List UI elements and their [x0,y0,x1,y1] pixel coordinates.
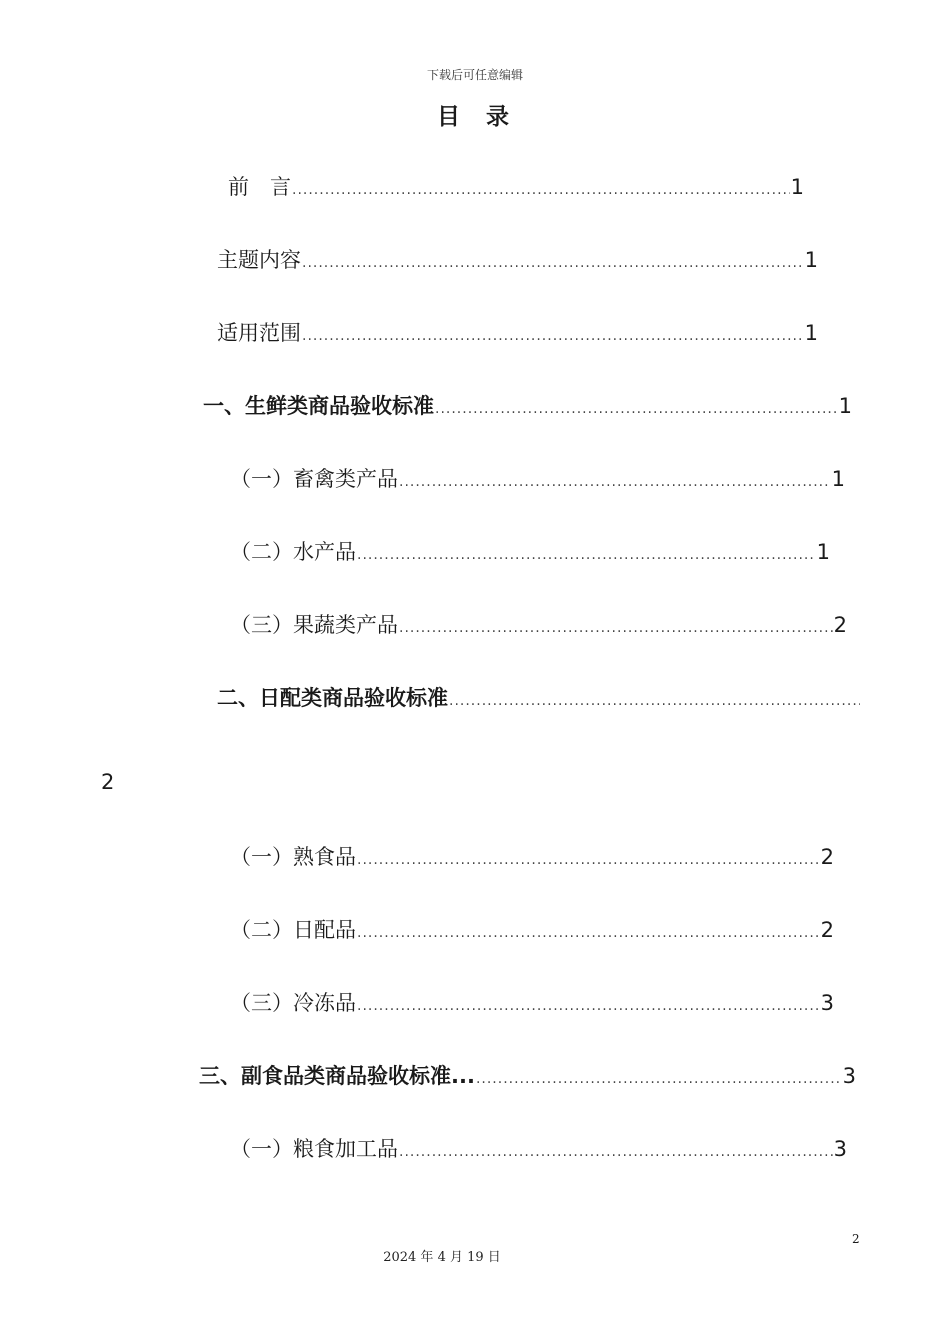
toc-entry-label: （二）水产品 [230,540,356,564]
toc-title [0,98,950,131]
toc-entry-label: 三、副食品类商品验收标准... [199,1064,475,1088]
toc-entry-scope[interactable] [217,317,818,349]
toc-title-part1: 目 [437,104,464,130]
toc-leader [292,182,790,198]
toc-entry-label: （一）粮食加工品 [230,1137,398,1161]
toc-title-part2: 录 [486,104,513,130]
toc-entry-page-wrapped: 2 [101,770,115,794]
toc-entry-label: （二）日配品 [230,918,356,942]
toc-entry-subject[interactable] [217,244,818,276]
toc-entry-page: 2 [820,845,834,869]
toc-entry-page: 3 [820,991,834,1015]
toc-entry-page: 1 [816,540,830,564]
toc-leader [399,620,833,636]
toc-entry-section-1[interactable] [203,390,852,422]
toc-entry-label: 前 言 [228,175,291,199]
toc-leader [302,255,804,271]
toc-entry-section-1-2[interactable] [230,536,830,568]
toc-entry-section-2-2[interactable] [230,914,834,946]
toc-entry-page: 1 [838,394,852,418]
toc-entry-page: 1 [790,175,804,199]
toc-entry-section-3-1[interactable] [230,1133,847,1165]
toc-entry-label: 主题内容 [217,248,301,272]
toc-entry-label: （一）畜禽类产品 [230,467,398,491]
toc-entry-section-1-3[interactable] [230,609,847,641]
toc-leader [399,1144,833,1160]
toc-entry-section-1-1[interactable] [230,463,845,495]
toc-entry-page: 1 [804,321,818,345]
toc-entry-section-3[interactable] [199,1060,856,1092]
toc-leader [476,1071,842,1087]
toc-leader [449,693,860,709]
toc-entry-page: 2 [833,613,847,637]
toc-entry-label: （一）熟食品 [230,845,356,869]
toc-entry-page: 1 [831,467,845,491]
toc-leader [357,998,820,1014]
toc-entry-page: 2 [820,918,834,942]
toc-leader [357,925,820,941]
toc-entry-label: 适用范围 [217,321,301,345]
toc-entry-section-2[interactable] [217,682,861,714]
toc-entry-label: 二、日配类商品验收标准 [217,686,448,710]
toc-entry-page: 3 [842,1064,856,1088]
toc-leader [357,852,820,868]
toc-leader [399,474,831,490]
page-number: 2 [852,1232,860,1246]
toc-entry-label: 一、生鲜类商品验收标准 [203,394,434,418]
toc-entry-preface[interactable] [228,171,804,203]
toc-entry-page: 1 [804,248,818,272]
toc-leader [357,547,816,563]
toc-entry-label: （三）冷冻品 [230,991,356,1015]
toc-entry-label: （三）果蔬类产品 [230,613,398,637]
page-header: 下载后可任意编辑 [426,68,523,82]
toc-leader [435,401,838,417]
toc-entry-section-2-3[interactable] [230,987,834,1019]
toc-entry-section-2-1[interactable] [230,841,834,873]
page-footer-date: 2024 年 4 月 19 日 [383,1250,501,1265]
toc-entry-page: 3 [833,1137,847,1161]
toc-leader [302,328,804,344]
